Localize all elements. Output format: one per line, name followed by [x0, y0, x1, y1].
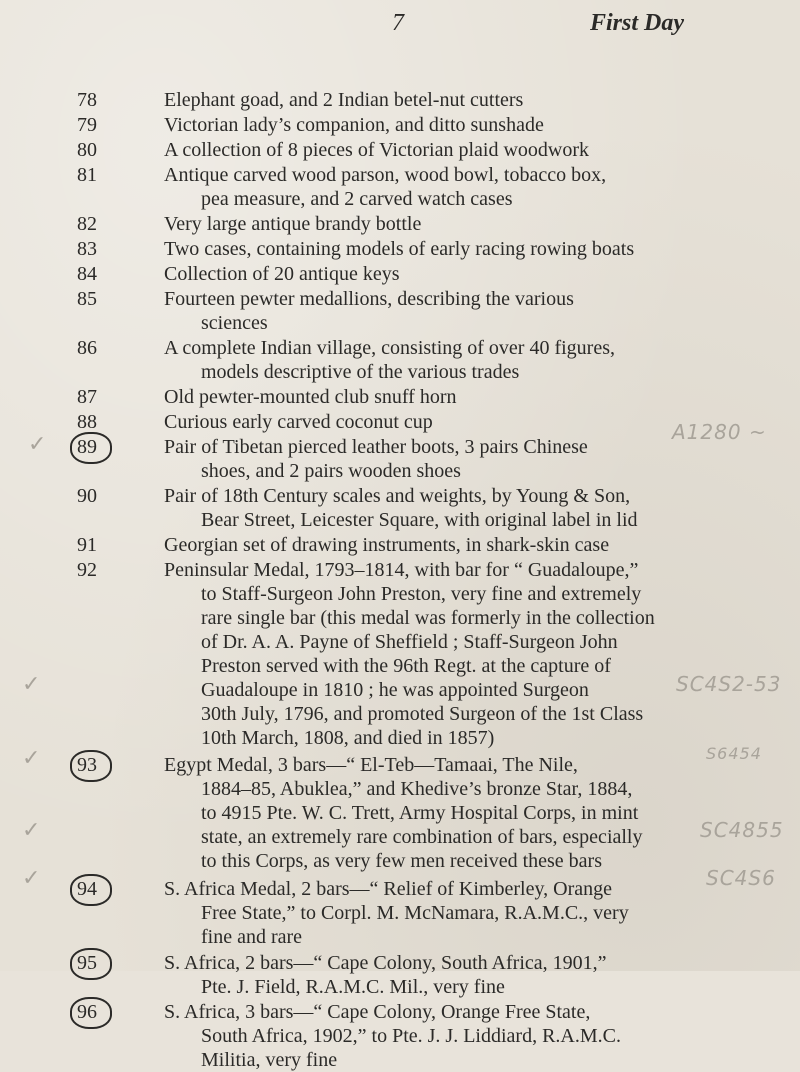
lot-item — [0, 558, 800, 750]
lot-number: 89 — [77, 436, 97, 458]
lot-description — [164, 212, 694, 236]
handwritten-note-94: S6454 — [706, 744, 762, 763]
lot-description-line: Victorian lady’s companion, and ditto sunshade — [164, 114, 544, 136]
lot-description — [164, 113, 694, 137]
lot-item — [0, 484, 800, 532]
lot-description-line: Very large antique brandy bottle — [164, 213, 422, 235]
lot-description-line: Elephant goad, and 2 Indian betel-nut cutters — [164, 89, 524, 111]
margin-tick-93: ✓ — [22, 672, 41, 697]
handwritten-note-89: A1280 ~ — [672, 420, 767, 444]
lot-item — [0, 336, 800, 384]
lot-description — [164, 237, 694, 261]
lot-description-line: Georgian set of drawing instruments, in shark-skin case — [164, 534, 610, 556]
pencil-circle-mark — [70, 750, 112, 782]
lot-description — [164, 410, 694, 434]
lot-item — [0, 237, 800, 261]
lot-description — [164, 138, 694, 162]
lot-description-line: A complete Indian village, consisting of over 40 figures, — [164, 337, 616, 359]
pencil-circle-mark — [70, 432, 112, 464]
lot-description — [164, 435, 694, 483]
lot-number: 79 — [77, 114, 97, 136]
lot-description-line: S. Africa, 2 bars—“ Cape Colony, South Africa, 1901,” — [164, 952, 607, 974]
margin-tick-95: ✓ — [22, 818, 41, 843]
pencil-circle-mark — [70, 948, 112, 980]
page-header — [0, 10, 800, 40]
lot-description — [164, 336, 694, 384]
lot-description-line: 1884–85, Abuklea,” and Khedive’s bronze Star, 1884, — [201, 778, 633, 800]
lot-item — [0, 1000, 800, 1072]
lot-item — [0, 212, 800, 236]
lot-description-line: shoes, and 2 pairs wooden shoes — [201, 460, 461, 482]
lot-description-line: to this Corps, as very few men received these bars — [201, 850, 602, 872]
lot-number: 87 — [77, 386, 97, 408]
lot-number: 91 — [77, 534, 97, 556]
lot-description-line: Guadaloupe in 1810 ; he was appointed Surgeon — [201, 679, 589, 701]
lot-number: 83 — [77, 238, 97, 260]
lot-description — [164, 484, 694, 532]
lot-description-line: Bear Street, Leicester Square, with original label in lid — [201, 509, 638, 531]
lot-description-line: pea measure, and 2 carved watch cases — [201, 188, 513, 210]
lot-description-line: Fourteen pewter medallions, describing the various — [164, 288, 574, 310]
lot-number: 81 — [77, 164, 97, 186]
lot-description-line: fine and rare — [201, 926, 303, 948]
handwritten-note-96: SC4S6 — [706, 866, 776, 890]
lot-description — [164, 558, 694, 750]
lot-number: 85 — [77, 288, 97, 310]
lot-description — [164, 262, 694, 286]
lot-item — [0, 88, 800, 112]
lot-item — [0, 287, 800, 335]
lot-description-line: Egypt Medal, 3 bars—“ El-Teb—Tamaai, The Nile, — [164, 754, 578, 776]
lot-description-line: Antique carved wood parson, wood bowl, tobacco box, — [164, 164, 607, 186]
lot-description-line: Free State,” to Corpl. M. McNamara, R.A.M.C., very — [201, 902, 629, 924]
lot-description — [164, 753, 694, 873]
lot-number: 86 — [77, 337, 97, 359]
lot-number: 82 — [77, 213, 97, 235]
lot-number: 88 — [77, 411, 97, 433]
lot-description-line: to Staff-Surgeon John Preston, very fine and extremely — [201, 583, 642, 605]
pencil-circle-mark — [70, 997, 112, 1029]
lot-description-line: sciences — [201, 312, 268, 334]
lot-description-line: Curious early carved coconut cup — [164, 411, 433, 433]
lot-description — [164, 385, 694, 409]
lot-description-line: Peninsular Medal, 1793–1814, with bar for “ Guadaloupe,” — [164, 559, 639, 581]
lot-number: 96 — [77, 1001, 97, 1023]
day-label: First Day — [590, 10, 685, 36]
lot-item — [0, 877, 800, 949]
margin-tick-89: ✓ — [28, 432, 47, 457]
lot-number: 92 — [77, 559, 97, 581]
lot-description-line: 30th July, 1796, and promoted Surgeon of the 1st Class — [201, 703, 644, 725]
lot-item — [0, 163, 800, 211]
handwritten-note-95: SC4855 — [700, 818, 784, 842]
lot-description — [164, 1000, 694, 1072]
lot-item — [0, 113, 800, 137]
lot-number: 94 — [77, 878, 97, 900]
lot-description-line: state, an extremely rare combination of bars, especially — [201, 826, 643, 848]
lot-description-line: South Africa, 1902,” to Pte. J. J. Liddiard, R.A.M.C. — [201, 1025, 621, 1047]
lot-number: 80 — [77, 139, 97, 161]
lot-description-line: to 4915 Pte. W. C. Trett, Army Hospital Corps, in mint — [201, 802, 639, 824]
lot-number: 95 — [77, 952, 97, 974]
lot-number: 78 — [77, 89, 97, 111]
lot-item — [0, 533, 800, 557]
lot-description-line: Pair of 18th Century scales and weights, by Young & Son, — [164, 485, 631, 507]
lot-description-line: Preston served with the 96th Regt. at the capture of — [201, 655, 611, 677]
lot-description — [164, 88, 694, 112]
lot-item — [0, 385, 800, 409]
lot-number: 90 — [77, 485, 97, 507]
lot-description-line: Pair of Tibetan pierced leather boots, 3 pairs Chinese — [164, 436, 588, 458]
lot-description — [164, 163, 694, 211]
lot-description-line: rare single bar (this medal was formerly in the collection — [201, 607, 655, 629]
lot-description-line: Two cases, containing models of early racing rowing boats — [164, 238, 635, 260]
lot-description-line: of Dr. A. A. Payne of Sheffield ; Staff-Surgeon John — [201, 631, 618, 653]
lot-description-line: S. Africa Medal, 2 bars—“ Relief of Kimberley, Orange — [164, 878, 612, 900]
lot-description-line: models descriptive of the various trades — [201, 361, 520, 383]
margin-tick-96: ✓ — [22, 866, 41, 891]
lot-item — [0, 753, 800, 873]
lot-description-line: Pte. J. Field, R.A.M.C. Mil., very fine — [201, 976, 505, 998]
lot-description-line: A collection of 8 pieces of Victorian plaid woodwork — [164, 139, 589, 161]
lot-item — [0, 951, 800, 999]
lot-item — [0, 138, 800, 162]
lot-description — [164, 287, 694, 335]
lot-item — [0, 262, 800, 286]
lot-number: 93 — [77, 754, 97, 776]
lot-description — [164, 533, 694, 557]
lot-description-line: S. Africa, 3 bars—“ Cape Colony, Orange Free State, — [164, 1001, 591, 1023]
lot-description — [164, 877, 694, 949]
lot-description-line: Collection of 20 antique keys — [164, 263, 400, 285]
lot-description — [164, 951, 694, 999]
lot-description-line: 10th March, 1808, and died in 1857) — [201, 727, 495, 749]
lot-number: 84 — [77, 263, 97, 285]
lot-description-line: Militia, very fine — [201, 1049, 338, 1071]
handwritten-note-93: SC4S2-53 — [676, 672, 782, 696]
margin-tick-94: ✓ — [22, 746, 41, 771]
lot-description-line: Old pewter-mounted club snuff horn — [164, 386, 457, 408]
page-number: 7 — [392, 10, 404, 36]
pencil-circle-mark — [70, 874, 112, 906]
